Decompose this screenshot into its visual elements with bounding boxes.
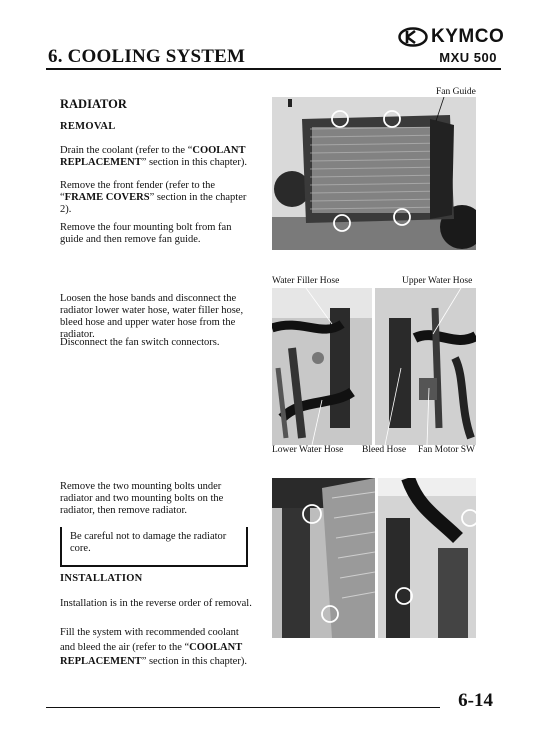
photo-radiator-bolts-left [272, 478, 375, 638]
page-number: 6-14 [458, 690, 493, 711]
step-disconnect-hoses: Loosen the hose bands and disconnect the radiator lower water hose, water filler hose, bleed hose and upper water hose from the radiator. [60, 293, 244, 340]
footer-divider [46, 707, 440, 708]
label-water-filler-hose: Water Filler Hose [272, 276, 340, 286]
label-bleed-hose: Bleed Hose [362, 445, 407, 455]
chapter-title: 6. COOLING SYSTEM [48, 46, 246, 67]
caution-box [60, 527, 248, 567]
model-name: MXU 500 [439, 50, 497, 65]
step-disconnect-fan-switch: Disconnect the fan switch connectors. [60, 337, 220, 348]
photo-hoses-right [375, 288, 476, 445]
photo-hoses-left [272, 288, 372, 445]
kymco-logo-icon [398, 27, 428, 47]
step-drain-coolant: Drain the coolant (refer to the “COOLANT REPLACEMENT” section in this chapter). [60, 145, 247, 168]
label-lower-water-hose: Lower Water Hose [272, 445, 344, 455]
label-fan-guide: Fan Guide [436, 87, 476, 97]
photo-fan-guide [272, 97, 476, 250]
label-upper-water-hose: Upper Water Hose [402, 276, 473, 286]
header-divider [46, 68, 501, 70]
step-remove-fan-guide: Remove the four mounting bolt from fan guide and then remove fan guide. [60, 222, 232, 245]
brand-name: KYMCO [431, 26, 505, 47]
step-remove-radiator: Remove the two mounting bolts under radiator and two mounting bolts on the radiator, then remove radiator. [60, 481, 224, 516]
label-fan-motor-sw: Fan Motor SW [418, 445, 475, 455]
step-reverse-order: Installation is in the reverse order of removal. [60, 598, 252, 609]
kymco-logo [398, 26, 504, 48]
section-title: RADIATOR [60, 97, 127, 111]
caution-text: Be careful not to damage the radiator core. [70, 531, 227, 554]
installation-heading: INSTALLATION [60, 573, 143, 584]
removal-heading: REMOVAL [60, 121, 116, 132]
step-remove-fender: Remove the front fender (refer to the “FRAME COVERS” section in the chapter 2). [60, 180, 247, 215]
step-fill-coolant: Fill the system with recommended coolant and bleed the air (refer to the “COOLANT REPLACEMENT” section in this chapter). [60, 627, 247, 667]
photo-radiator-bolts-right [378, 478, 476, 638]
